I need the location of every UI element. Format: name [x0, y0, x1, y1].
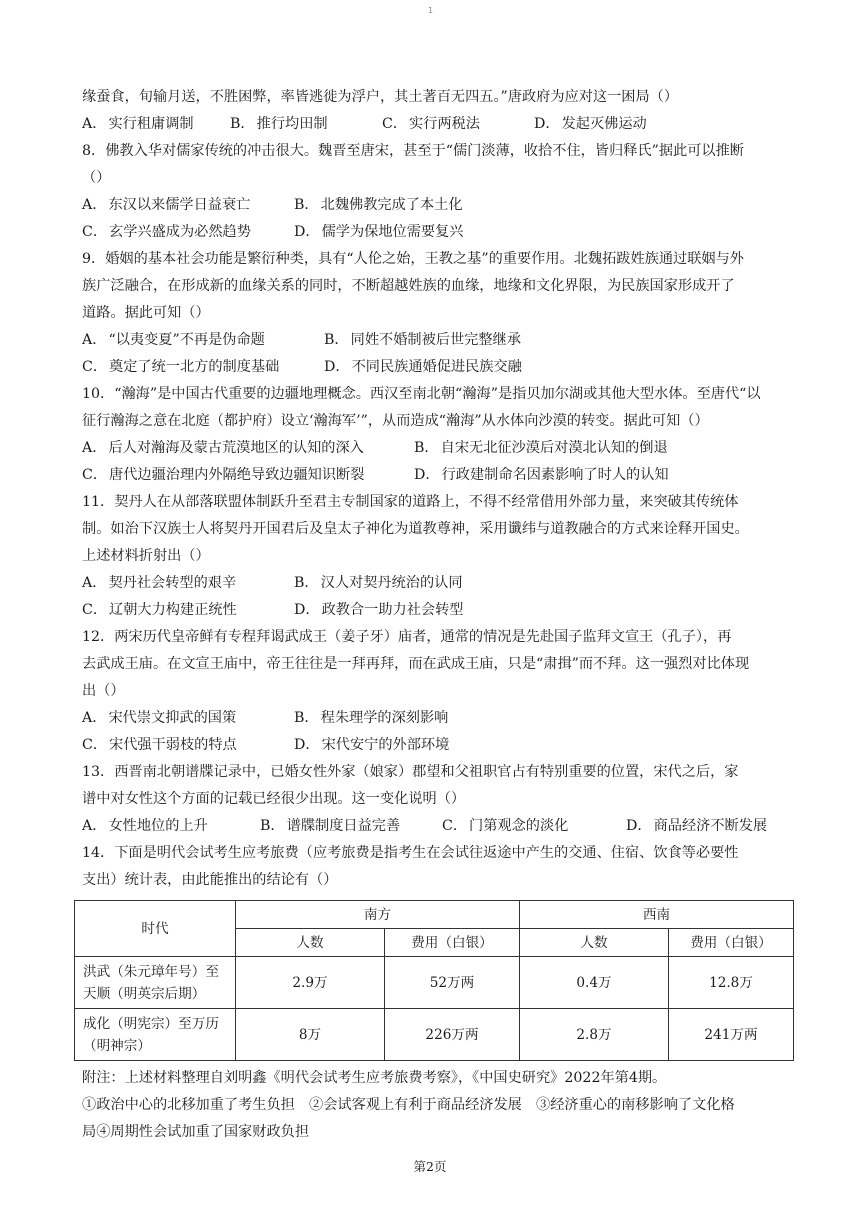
cell-sw-cost: 241万两 [669, 1009, 794, 1061]
page-top-mark: 1 [428, 6, 434, 15]
q8-stem-line-1: 8．佛教入华对儒家传统的冲击很大。魏晋至唐宋，甚至于“儒门淡薄，收拾不住，皆归释氏”据此可以推断 [82, 143, 744, 159]
q8-stem-line-2: （） [82, 170, 111, 186]
q11-options-row-1 [82, 570, 782, 597]
q12-options-row-2 [82, 732, 782, 759]
q11-stem-line-1: 11．契丹人在从部落联盟体制跃升至君主专制国家的道路上，不得不经常借用外部力量，来突破其传统体 [82, 494, 739, 510]
cell-south-cost: 226万两 [385, 1009, 520, 1061]
q14-note: 附注：上述材料整理自刘明鑫《明代会试考生应考旅费考察》，《中国史研究》2022年第4期。 [82, 1070, 667, 1086]
q12-options-row-1 [82, 705, 782, 732]
q10-option-c: C． 唐代边疆治理内外隔绝导致边疆知识断裂 [82, 467, 365, 483]
q10-options-row-1 [82, 435, 782, 462]
q13-option-c: C． 门第观念的淡化 [442, 818, 569, 834]
q12-option-c: C． 宋代强干弱枝的特点 [82, 737, 237, 753]
q11-option-d: D． 政教合一助力社会转型 [294, 602, 464, 618]
cell-south-people: 2.9万 [236, 957, 385, 1009]
q14-conclusions-line-2: 局④周期性会试加重了国家财政负担 [82, 1124, 310, 1140]
cell-sw-cost: 12.8万 [669, 957, 794, 1009]
q11-stem-line-3: 上述材料折射出（） [82, 548, 210, 564]
q9-options-row-2 [82, 354, 782, 381]
q9-stem-line-2: 族广泛融合，在形成新的血缘关系的同时，不断超越姓族的血缘，地缘和文化界限，为民族国家形成开了 [82, 278, 735, 294]
table-header-row-1 [75, 901, 794, 929]
q11-option-a: A． 契丹社会转型的艰辛 [82, 575, 237, 591]
header-southwest: 西南 [520, 901, 794, 929]
table-row [75, 957, 794, 1009]
q13-stem-line-1: 13．西晋南北朝谱牒记录中，已婚女性外家（娘家）郡望和父祖职官占有特别重要的位置，宋代之后，家 [82, 764, 739, 780]
header-sw-cost: 费用（白银） [669, 929, 794, 957]
q11-option-c: C． 辽朝大力构建正统性 [82, 602, 237, 618]
q10-stem-line-2: 征行瀚海之意在北庭（都护府）设立‘瀚海军’”，从而造成“瀚海”从水体向沙漠的转变。据此可知（） [82, 413, 709, 429]
table-row [75, 1009, 794, 1061]
q12-option-b: B． 程朱理学的深刻影响 [294, 710, 449, 726]
q13-option-d: D． 商品经济不断发展 [626, 818, 768, 834]
q7-option-a: A． 实行租庸调制 [82, 116, 194, 132]
q7-option-b: B． 推行均田制 [230, 116, 328, 132]
cell-south-people: 8万 [236, 1009, 385, 1061]
q7-option-c: C． 实行两税法 [382, 116, 480, 132]
q10-stem-line-1: 10．“瀚海”是中国古代重要的边疆地理概念。西汉至南北朝“瀚海”是指贝加尔湖或其他大型水体。至唐代“以 [82, 386, 761, 402]
header-sw-people: 人数 [520, 929, 669, 957]
q10-option-a: A． 后人对瀚海及蒙古荒漠地区的认知的深入 [82, 440, 364, 456]
cell-period: 洪武（朱元璋年号）至 天顺（明英宗后期） [75, 957, 236, 1009]
q9-option-a: A． “以夷变夏”不再是伪命题 [82, 332, 265, 348]
cell-period: 成化（明宪宗）至万历 （明神宗） [75, 1009, 236, 1061]
q7-options [82, 111, 782, 138]
header-era: 时代 [75, 901, 236, 957]
q13-option-b: B． 谱牒制度日益完善 [260, 818, 401, 834]
q11-stem-line-2: 制。如治下汉族士人将契丹开国君后及皇太子神化为道教尊神，采用谶纬与道教融合的方式来诠释开国史。 [82, 521, 749, 537]
q9-option-b: B． 同姓不婚制被后世完整继承 [324, 332, 521, 348]
q12-option-a: A． 宋代崇文抑武的国策 [82, 710, 237, 726]
q13-stem-line-2: 谱中对女性这个方面的记载已经很少出现。这一变化说明（） [82, 791, 466, 807]
page-number: 第2页 [413, 1159, 447, 1174]
q14-conclusions-line-1: ①政治中心的北移加重了考生负担 ②会试客观上有利于商品经济发展 ③经济重心的南移影响了文化格 [82, 1097, 735, 1113]
q8-option-c: C． 玄学兴盛成为必然趋势 [82, 224, 251, 240]
cell-sw-people: 0.4万 [520, 957, 669, 1009]
q10-option-b: B． 自宋无北征沙漠后对漠北认知的倒退 [414, 440, 668, 456]
q7-option-d: D． 发起灭佛运动 [534, 116, 647, 132]
q14-stem-line-2: 支出）统计表，由此能推出的结论有（） [82, 872, 338, 888]
q13-options [82, 813, 782, 840]
page-content [82, 84, 782, 1146]
header-south-people: 人数 [236, 929, 385, 957]
q11-option-b: B． 汉人对契丹统治的认同 [294, 575, 463, 591]
q9-option-d: D． 不同民族通婚促进民族交融 [324, 359, 522, 375]
q14-stem-line-1: 14．下面是明代会试考生应考旅费（应考旅费是指考生在会试往返途中产生的交通、住宿、饮食等必要性 [82, 845, 739, 861]
cell-sw-people: 2.8万 [520, 1009, 669, 1061]
q10-options-row-2 [82, 462, 782, 489]
q11-options-row-2 [82, 597, 782, 624]
q9-options-row-1 [82, 327, 782, 354]
q10-option-d: D． 行政建制命名因素影响了时人的认知 [414, 467, 669, 483]
q8-option-b: B． 北魏佛教完成了本土化 [294, 197, 463, 213]
travel-cost-table [74, 900, 794, 1061]
q9-stem-line-1: 9．婚姻的基本社会功能是繁衍种类，具有“人伦之始，王教之基”的重要作用。北魏拓跋姓族通过联姻与外 [82, 251, 744, 267]
header-south: 南方 [236, 901, 520, 929]
q12-stem-line-2: 去武成王庙。在文宣王庙中，帝王往往是一拜再拜，而在武成王庙，只是“肃揖”而不拜。这一强烈对比体现 [82, 656, 750, 672]
q8-option-a: A． 东汉以来儒学日益衰亡 [82, 197, 251, 213]
cell-south-cost: 52万两 [385, 957, 520, 1009]
q12-option-d: D． 宋代安宁的外部环境 [294, 737, 450, 753]
q12-stem-line-3: 出（） [82, 683, 125, 699]
q8-option-d: D． 儒学为保地位需要复兴 [294, 224, 464, 240]
q13-option-a: A． 女性地位的上升 [82, 818, 208, 834]
header-south-cost: 费用（白银） [385, 929, 520, 957]
q9-option-c: C． 奠定了统一北方的制度基础 [82, 359, 280, 375]
q12-stem-line-1: 12．两宋历代皇帝鲜有专程拜谒武成王（姜子牙）庙者，通常的情况是先赴国子监拜文宣王（孔子），再 [82, 629, 732, 645]
q9-stem-line-3: 道路。据此可知（） [82, 305, 210, 321]
q8-options-row-1 [82, 192, 782, 219]
q7-stem-tail: 缘蚕食，旬输月送，不胜困弊，率皆逃徙为浮户，其土著百无四五。”唐政府为应对这一困局（） [82, 89, 679, 105]
q8-options-row-2 [82, 219, 782, 246]
